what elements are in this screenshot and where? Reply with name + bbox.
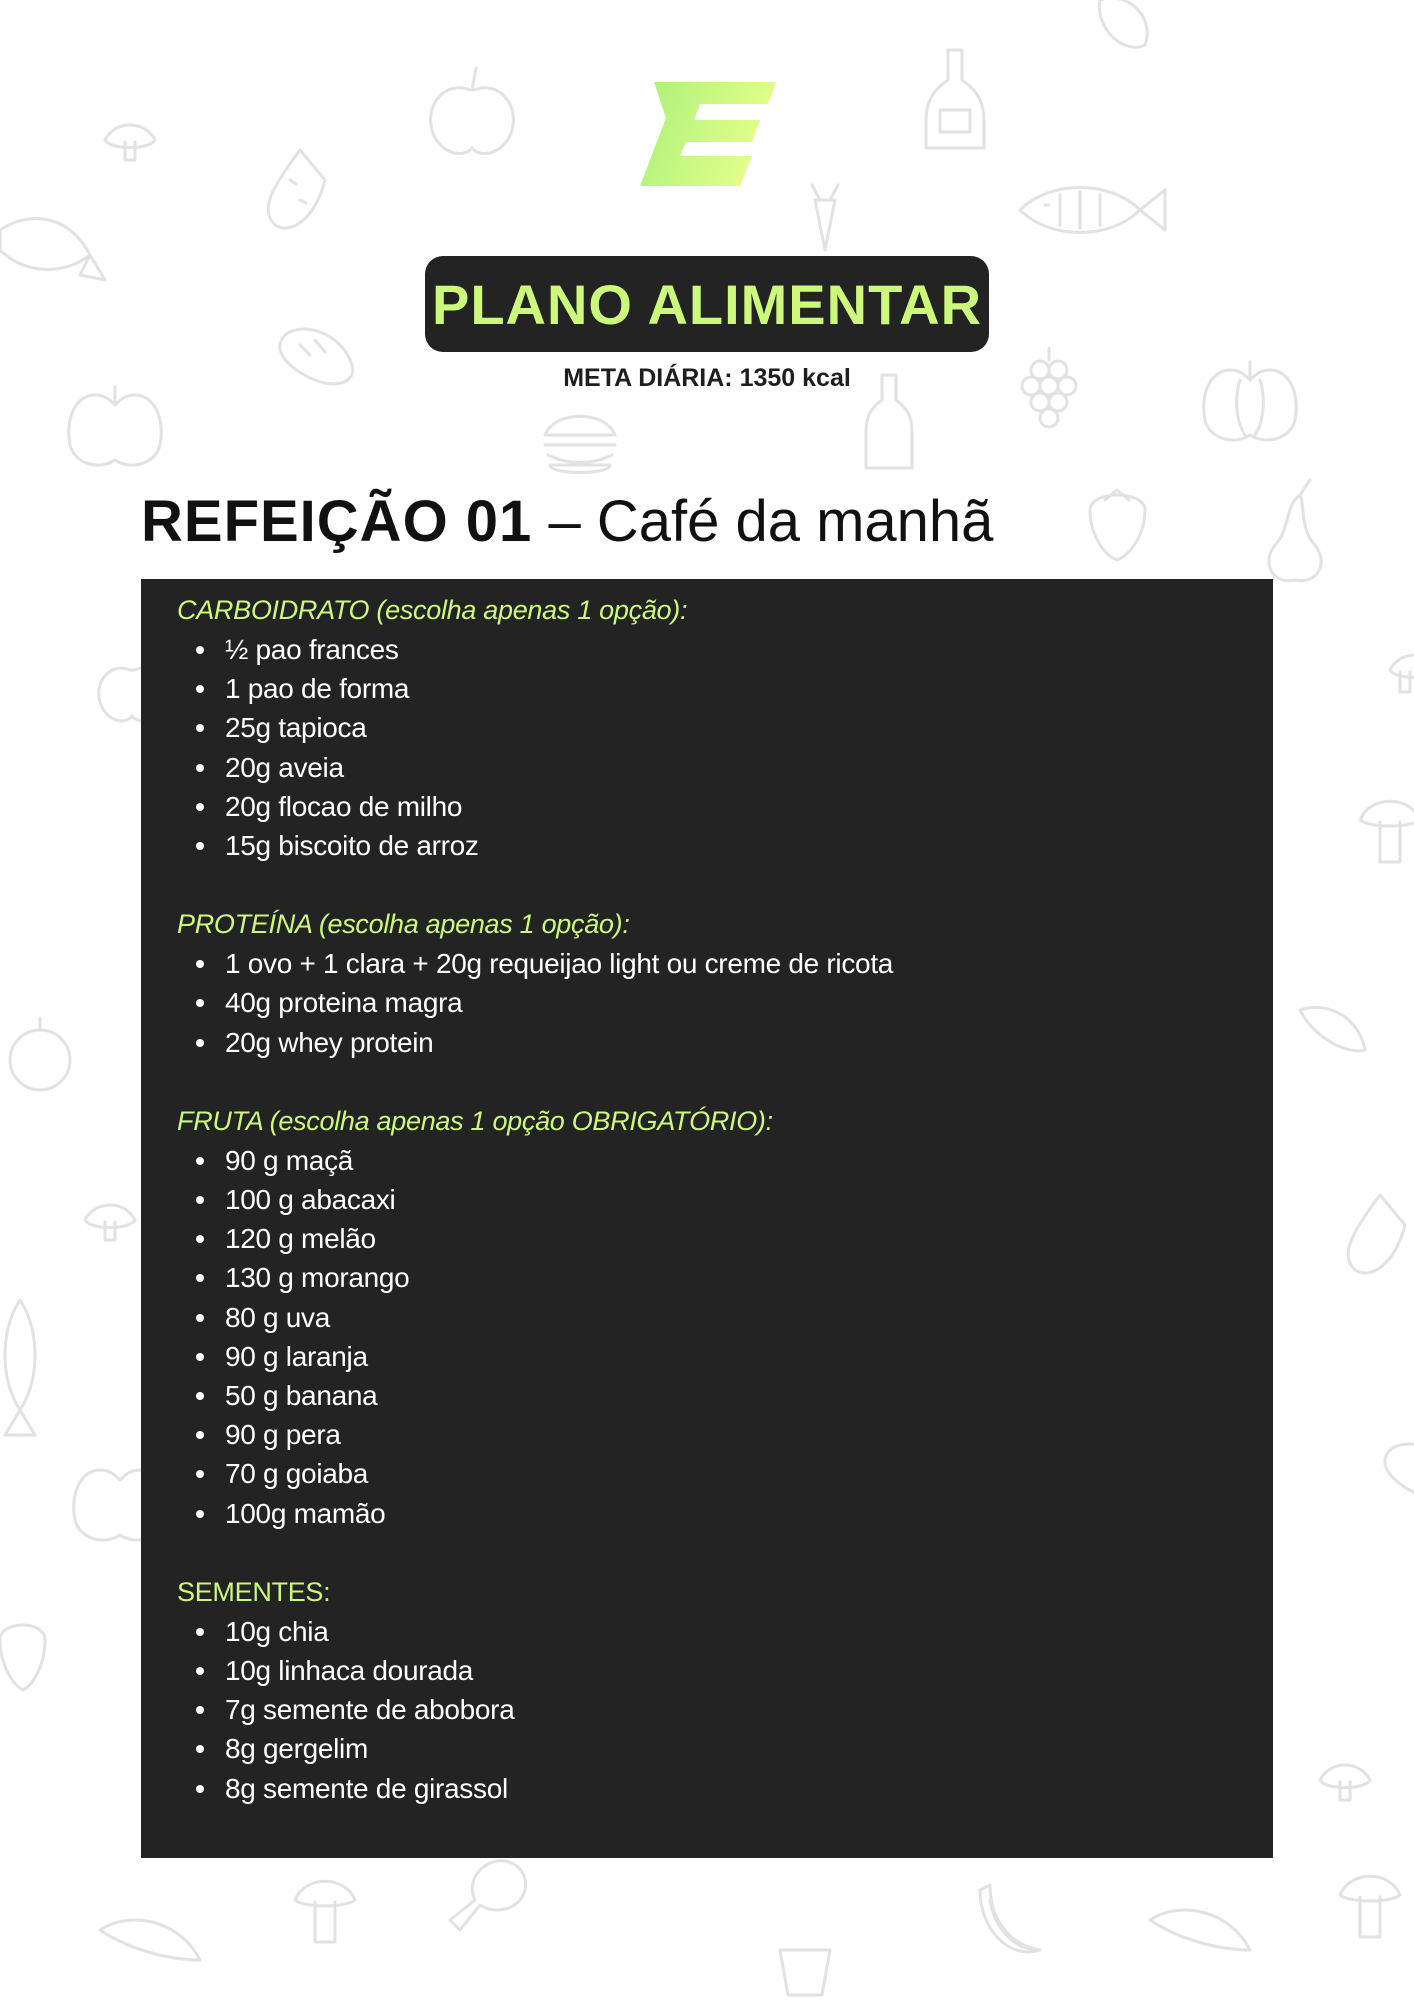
pumpkin-doodle-icon <box>1204 362 1297 440</box>
option-list <box>177 1141 1237 1533</box>
mushroom-doodle-icon <box>105 125 155 160</box>
watermelon-doodle-icon <box>1348 1195 1405 1273</box>
carrot-doodle-icon <box>812 185 838 250</box>
section-title: FRUTA (escolha apenas 1 opção OBRIGATÓRIO): <box>177 1105 773 1136</box>
section-fruit <box>177 1102 1237 1533</box>
fish-doodle-icon <box>0 219 105 280</box>
mushroom-doodle-icon <box>1340 1876 1400 1937</box>
list-item: 130 g morango <box>177 1258 1237 1297</box>
brand-e-logo-icon <box>640 82 776 192</box>
fish-doodle-icon <box>5 1300 35 1435</box>
section-title: SEMENTES: <box>177 1576 331 1607</box>
list-item: 80 g uva <box>177 1298 1237 1337</box>
pepper-doodle-icon <box>1150 1910 1250 1950</box>
list-item: 8g semente de girassol <box>177 1769 1237 1808</box>
meal-options-content <box>177 591 1237 1848</box>
section-title: CARBOIDRATO (escolha apenas 1 opção): <box>177 595 688 625</box>
grapes-doodle-icon <box>1022 348 1076 427</box>
banana-doodle-icon <box>980 1885 1040 1952</box>
section-seeds <box>177 1573 1237 1808</box>
mushroom-doodle-icon <box>85 1205 135 1240</box>
bread-doodle-icon <box>1385 1444 1414 1499</box>
list-item: 90 g pera <box>177 1415 1237 1454</box>
drumstick-doodle-icon <box>450 1861 526 1930</box>
bottle-doodle-icon <box>926 50 984 148</box>
plan-title-text: PLANO ALIMENTAR <box>431 272 983 336</box>
list-item: 1 pao de forma <box>177 669 1237 708</box>
meal-name: Café da manhã <box>596 489 994 554</box>
watermelon-doodle-icon <box>1300 1007 1365 1051</box>
pumpkin-doodle-icon <box>69 387 162 465</box>
plan-title <box>425 256 989 352</box>
watermelon-doodle-icon <box>268 150 325 228</box>
mushroom-doodle-icon <box>1320 1765 1370 1800</box>
list-item: 100g mamão <box>177 1494 1237 1533</box>
list-item: 90 g laranja <box>177 1337 1237 1376</box>
apple-doodle-icon <box>431 68 514 154</box>
list-item: 10g chia <box>177 1612 1237 1651</box>
section-title: PROTEÍNA (escolha apenas 1 opção): <box>177 909 630 940</box>
section-carbohydrate <box>177 591 1237 865</box>
list-item: 70 g goiaba <box>177 1454 1237 1493</box>
strawberry-doodle-icon <box>0 1625 45 1690</box>
list-item: 100 g abacaxi <box>177 1180 1237 1219</box>
option-list <box>177 1612 1237 1808</box>
list-item: 7g semente de abobora <box>177 1690 1237 1729</box>
list-item: 20g aveia <box>177 748 1237 787</box>
section-protein <box>177 905 1237 1062</box>
bread-doodle-icon <box>280 329 353 384</box>
list-item: 10g linhaca dourada <box>177 1651 1237 1690</box>
burger-doodle-icon <box>545 416 615 472</box>
pepper-doodle-icon <box>100 1920 200 1960</box>
orange-doodle-icon <box>10 1018 70 1090</box>
cup-doodle-icon <box>780 1950 830 1995</box>
list-item: 20g flocao de milho <box>177 787 1237 826</box>
mushroom-doodle-icon <box>295 1881 355 1942</box>
melon-doodle-icon <box>1099 0 1147 47</box>
list-item: 8g gergelim <box>177 1729 1237 1768</box>
list-item: 1 ovo + 1 clara + 20g requeijao light ou creme de ricota <box>177 944 1237 983</box>
daily-goal: META DIÁRIA: 1350 kcal <box>563 364 851 392</box>
list-item: 40g proteina magra <box>177 983 1237 1022</box>
list-item: ½ pao frances <box>177 630 1237 669</box>
option-list <box>177 630 1237 865</box>
meal-heading <box>141 488 1291 555</box>
mushroom-doodle-icon <box>1360 801 1414 862</box>
list-item: 15g biscoito de arroz <box>177 826 1237 865</box>
list-item: 20g whey protein <box>177 1023 1237 1062</box>
fish-doodle-icon <box>1020 188 1165 233</box>
meal-separator: – <box>548 489 581 554</box>
list-item: 50 g banana <box>177 1376 1237 1415</box>
list-item: 25g tapioca <box>177 708 1237 747</box>
list-item: 120 g melão <box>177 1219 1237 1258</box>
mushroom-doodle-icon <box>1390 655 1414 692</box>
meal-number: REFEIÇÃO 01 <box>141 489 533 554</box>
meal-options-panel <box>141 579 1273 1858</box>
option-list <box>177 944 1237 1062</box>
list-item: 90 g maçã <box>177 1141 1237 1180</box>
